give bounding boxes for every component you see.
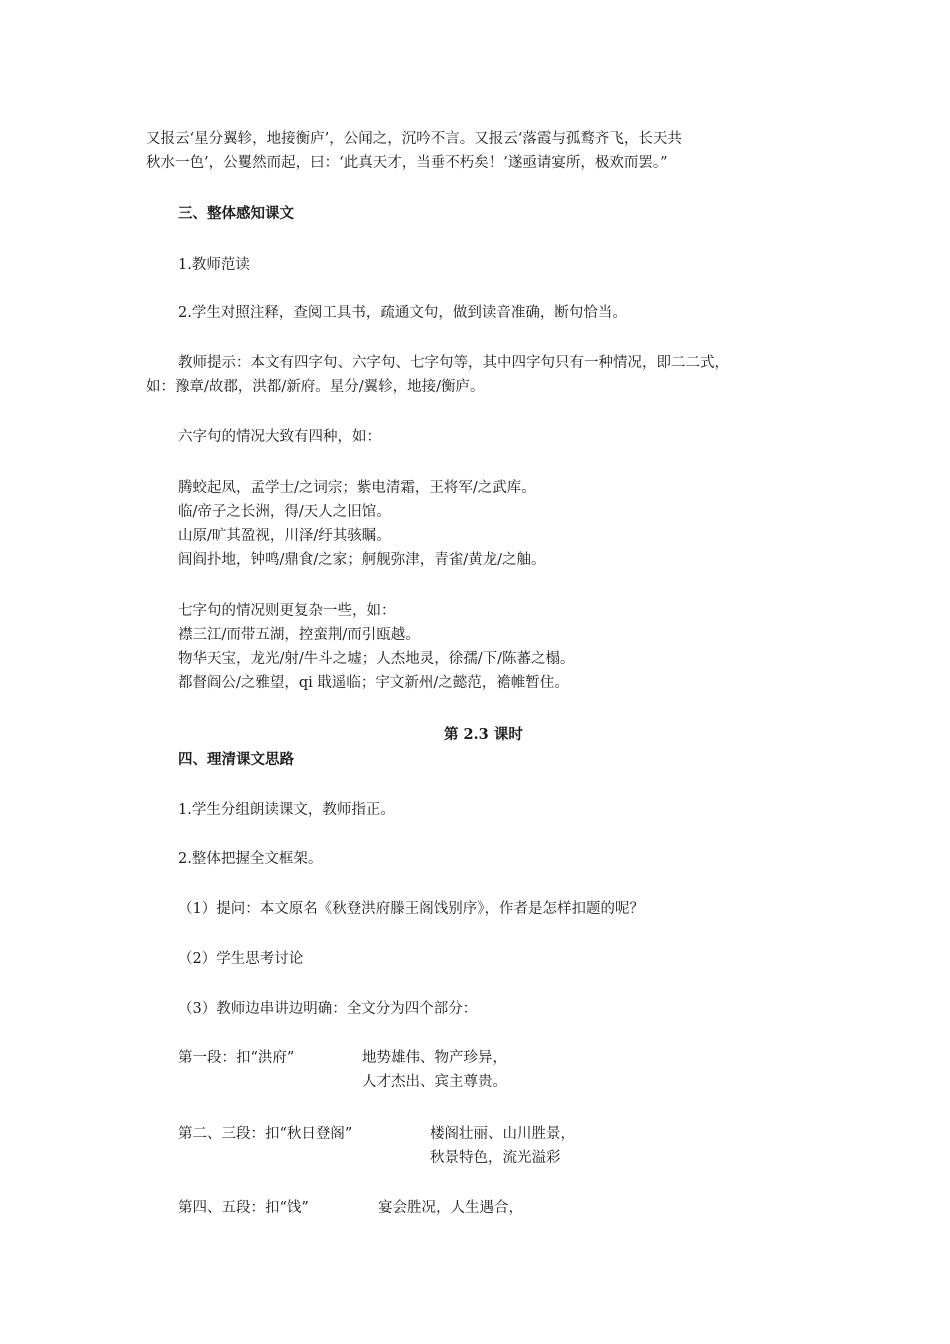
intro-line-2: 秋水一色’，公矍然而起，曰：‘此真天才，当垂不朽矣！’遂亟请宴所，极欢而罢。” <box>146 155 668 171</box>
six-char-example: 腾蛟起凤，孟学士/之词宗；紫电清霜，王将军/之武库。 <box>178 480 536 496</box>
section-3-item-2: 2.学生对照注释，查阅工具书，疏通文句，做到读音准确，断句恰当。 <box>178 305 627 321</box>
seven-char-example: 都督阎公/之雅望，qi 戢遥临；宇文新州/之懿范，襜帷暂住。 <box>178 675 569 691</box>
part-desc: 宴会胜况，人生遇合， <box>378 1200 523 1216</box>
part-label: 第一段：扣“洪府” <box>178 1050 295 1066</box>
section-3-item-1: 1.教师范读 <box>178 257 250 273</box>
hint-line-1: 教师提示：本文有四字句、六字句、七字句等，其中四字句只有一种情况，即二二式， <box>178 355 729 371</box>
six-char-intro: 六字句的情况大致有四种，如： <box>178 429 381 445</box>
part-desc: 地势雄伟、物产珍异， <box>362 1050 507 1066</box>
six-char-example: 闾阎扑地，钟鸣/鼎食/之家；舸舰弥津，青雀/黄龙/之舳。 <box>178 552 546 568</box>
seven-char-example: 襟三江/而带五湖，控蛮荆/而引瓯越。 <box>178 627 420 643</box>
section-4-item-1: 1.学生分组朗读课文，教师指正。 <box>178 802 395 818</box>
section-4-sub-2: （2）学生思考讨论 <box>178 951 304 967</box>
section-4-heading: 四、理清课文思路 <box>178 751 294 768</box>
seven-char-example: 物华天宝，龙光/射/牛斗之墟；人杰地灵，徐孺/下/陈蕃之榻。 <box>178 651 575 667</box>
lesson-title: 第 2.3 课时 <box>444 726 523 743</box>
six-char-example: 临/帝子之长洲，得/天人之旧馆。 <box>178 504 391 520</box>
seven-char-intro: 七字句的情况则更复杂一些，如： <box>178 603 396 619</box>
intro-line-1: 又报云‘星分翼轸，地接衡庐’，公闻之，沉吟不言。又报云‘落霞与孤鹜齐飞，长天共 <box>146 131 682 147</box>
part-desc: 人才杰出、宾主尊贵。 <box>362 1074 507 1090</box>
part-label: 第四、五段：扣“饯” <box>178 1200 309 1216</box>
section-4-sub-1: （1）提问：本文原名《秋登洪府滕王阁饯别序》，作者是怎样扣题的呢？ <box>178 901 644 917</box>
part-desc: 楼阁壮丽、山川胜景， <box>430 1126 575 1142</box>
part-label: 第二、三段：扣“秋日登阁” <box>178 1126 353 1142</box>
section-4-sub-3: （3）教师边串讲边明确：全文分为四个部分： <box>178 1001 478 1017</box>
section-3-heading: 三、整体感知课文 <box>178 205 294 222</box>
six-char-example: 山原/旷其盈视，川泽/纡其骇瞩。 <box>178 528 391 544</box>
part-desc: 秋景特色，流光溢彩 <box>430 1150 561 1166</box>
hint-line-2: 如：豫章/故郡，洪都/新府。星分/翼轸，地接/衡庐。 <box>146 379 485 395</box>
section-4-item-2: 2.整体把握全文框架。 <box>178 851 323 867</box>
